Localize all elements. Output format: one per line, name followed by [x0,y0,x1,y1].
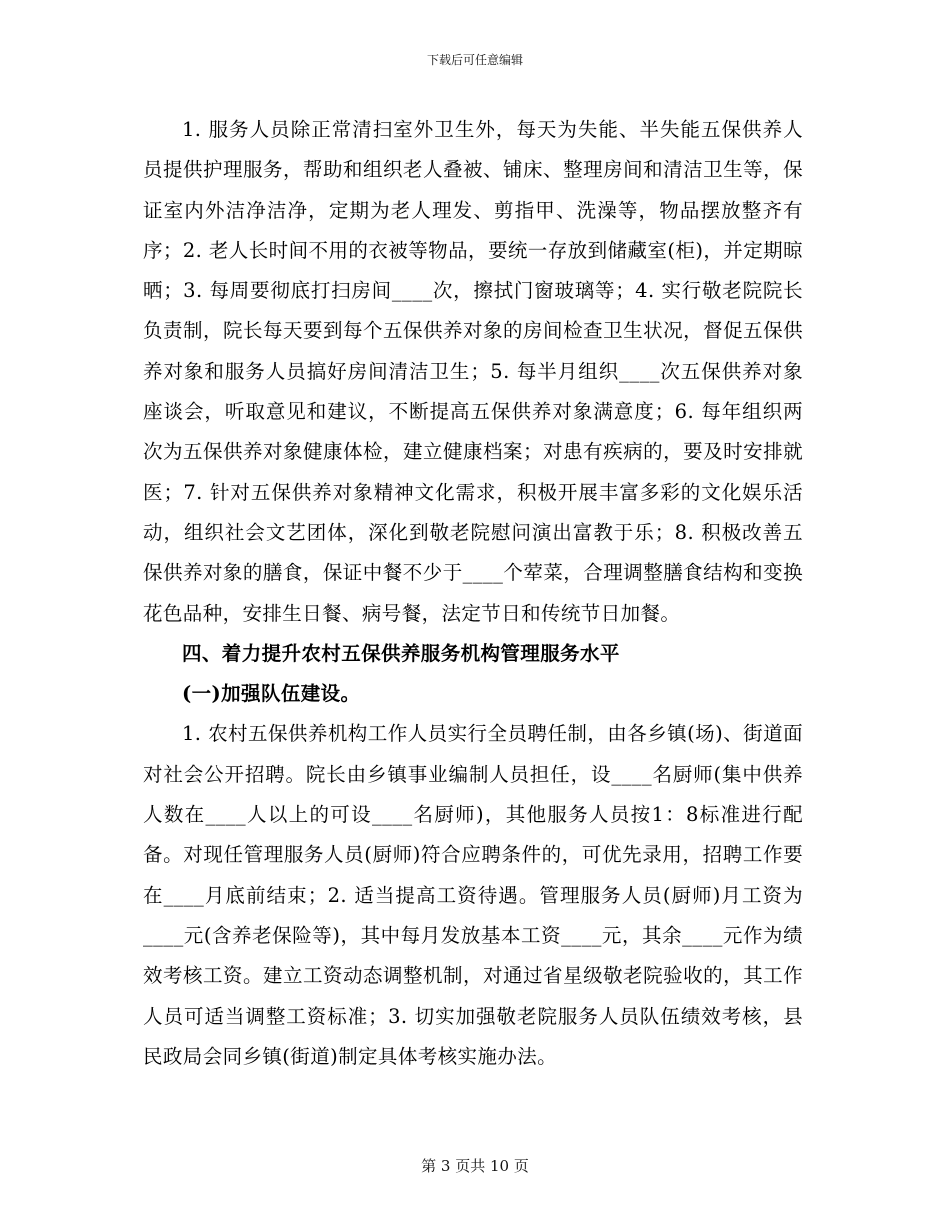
page-header: 下载后可任意编辑 [426,53,523,67]
body-paragraph-staffing: 1. 农村五保供养机构工作人员实行全员聘任制，由各乡镇(场)、街道面对社会公开招聘。院长由乡镇事业编制人员担任，设____名厨师(集中供养人数在____人以上的可设____名厨师)，其他服务人员按1：8标准进行配备。对现任管理服务人员(厨师)符合应聘条件的，可优先录用，招聘工作要在____月底前结束；2. 适当提高工资待遇。管理服务人员(厨师)月工资为____元(含养老保险等)，其中每月发放基本工资____元，其余____元作为绩效考核工资。建立工资动态调整机制，对通过省星级敬老院验收的，其工作人员可适当调整工资标准；3. 切实加强敬老院服务人员队伍绩效考核，县民政局会同乡镇(街道)制定具体考核实施办法。 [143,722,803,1068]
document-body [143,110,803,1077]
section-heading-management: 四、着力提升农村五保供养服务机构管理服务水平 [182,641,620,665]
subsection-heading-team-building: (一)加强队伍建设。 [182,682,361,706]
page-number-footer: 第 3 页共 10 页 [421,1157,529,1175]
body-paragraph-service-duties: 1. 服务人员除正常清扫室外卫生外，每天为失能、半失能五保供养人员提供护理服务，帮助和组织老人叠被、铺床、整理房间和清洁卫生等，保证室内外洁净洁净，定期为老人理发、剪指甲、洗澡等，物品摆放整齐有序；2. 老人长时间不用的衣被等物品，要统一存放到储藏室(柜)，并定期晾晒；3. 每周要彻底打扫房间____次，擦拭门窗玻璃等；4. 实行敬老院院长负责制，院长每天要到每个五保供养对象的房间检查卫生状况，督促五保供养对象和服务人员搞好房间清洁卫生；5. 每半月组织____次五保供养对象座谈会，听取意见和建议，不断提高五保供养对象满意度；6. 每年组织两次为五保供养对象健康体检，建立健康档案；对患有疾病的，要及时安排就医；7. 针对五保供养对象精神文化需求，积极开展丰富多彩的文化娱乐活动，组织社会文艺团体，深化到敬老院慰问演出富教于乐；8. 积极改善五保供养对象的膳食，保证中餐不少于____个荤菜，合理调整膳食结构和变换花色品种，安排生日餐、病号餐，法定节日和传统节日加餐。 [143,118,803,625]
